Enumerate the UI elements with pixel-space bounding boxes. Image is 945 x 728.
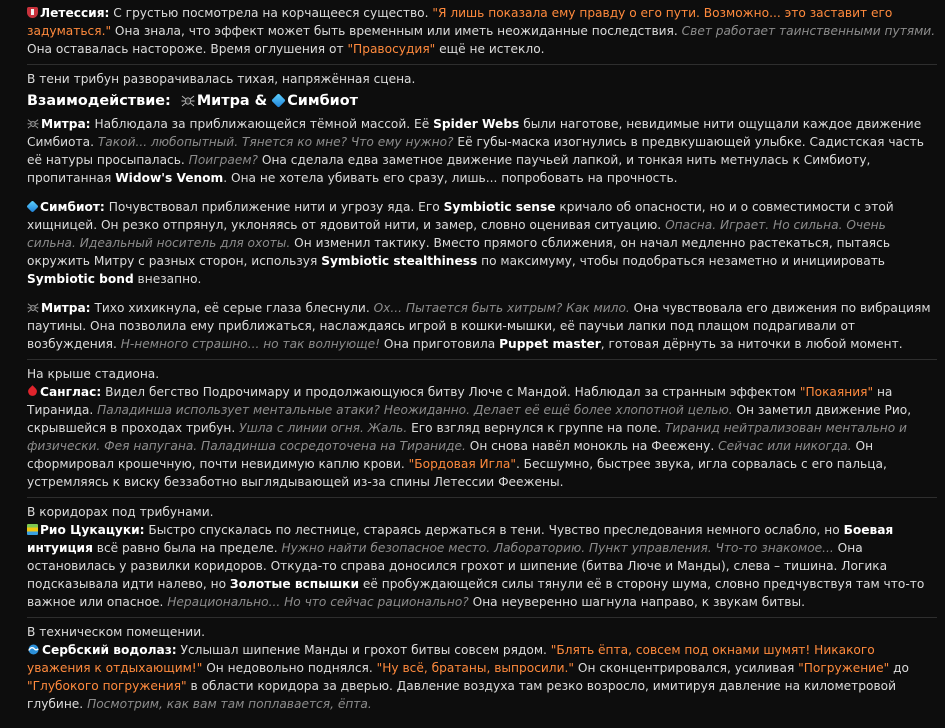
spider-icon — [181, 93, 195, 106]
thought: Н-немного страшно... но так волнующе! — [120, 337, 381, 351]
character-name: Митра: — [41, 301, 91, 315]
skill-quote: "Погружение" — [798, 661, 890, 675]
thought: Нужно найти безопасное место. Лабораторию. Пункт управления. Что-то знакомое... — [281, 541, 834, 555]
thought: Паладинша использует ментальные атаки? Неожиданно. Делает её ещё более хлопотной целью. — [97, 403, 733, 417]
thought: Посмотрим, как вам там поплавается, ёпта. — [87, 697, 372, 711]
symbiote-paragraph: Симбиот: Почувствовал приближение нити и угрозу яда. Его Symbiotic sense кричало об опасности, но и о совместимости с этой хищницей. Он резко отпрянул, уклоняясь от ядовитой нити, и замер, словно оценивая ситуацию. Опасна. Играет. Но сильна. Очень сильна. Идеальный носитель для охоты. Он изменил тактику. Вместо прямого сближения, он начал медленно растекаться, пытаясь окружить Митру с разных сторон, используя Symbiotic stealthiness по максимуму, чтобы подобраться незаметно и инициировать Symbiotic bond внезапно. — [27, 200, 894, 286]
mitra-paragraph: Митра: Тихо хихикнула, её серые глаза блеснули. Ох... Пытается быть хитрым? Как мило. Она чувствовала его движения по вибрациям паутины. Она позволила ему приближаться, наслаждаясь игрой в кошки-мышки, её паучьи лапки под плащом подрагивали от возбуждения. Н-немного страшно... но так волнующе! Она приготовила Puppet master, готовая дёрнуть за ниточки в любой момент. — [27, 301, 931, 351]
character-name: Митра: — [41, 117, 91, 131]
dialogue: "Я лишь показала ему правду о его пути. Возможно... это заставит его задуматься." — [27, 6, 893, 38]
thought: Ушла с линии огня. Жаль. — [239, 421, 408, 435]
wave-icon — [27, 642, 40, 653]
sanglas-paragraph: Санглас: Видел бегство Подрочимару и продолжающуюся битву Люче с Мандой. Наблюдал за странным эффектом "Покаяния" на Тиранида. Паладинша использует ментальные атаки? Неожиданно. Делает её ещё более хлопотной целью. Он заметил движение Рио, скрывшейся в проходах трибун. Ушла с линии огня. Жаль. Его взгляд вернулся к группе на поле. Тиранид нейтрализован ментально и физически. Фея напугана. Паладинша сосредоточена на Тираниде. Он снова навёл монокль на Феежену. Сейчас или никогда. Он сформировал крошечную, почти невидимую каплю крови. "Бордовая Игла". Бесшумно, быстрее звука, игла сорвалась с его пальца, устремляясь к виску беззаботно выглядывающей из-за спины Летессии Феежены. — [27, 385, 912, 489]
scene-description: На крыше стадиона. — [27, 367, 160, 381]
dialogue: "Блять ёпта, совсем под окнами шумят! Никакого уважения к отдыхающим!" — [27, 643, 875, 675]
character-name: Сербский водолаз: — [42, 643, 177, 657]
rio-paragraph: Рио Цукацуки: Быстро спускалась по лестнице, стараясь держаться в тени. Чувство преследования немного ослабло, но Боевая интуиция всё равно была на пределе. Нужно найти безопасное место. Лабораторию. Пункт управления. Что-то знакомое... Она остановилась у развилки коридоров. Откуда-то справа доносился грохот и шипение (битва Люче и Манды), слева – тишина. Логика подсказывала идти налево, но Золотые вспышки её пробуждающейся силы тянули её в сторону шума, словно предчувствуя там что-то важное или опасное. Нерационально... Но что сейчас рационально? Она неуверенно шагнула направо, к звукам битвы. — [27, 523, 925, 609]
skill-quote: "Правосудия" — [347, 42, 436, 56]
blood-drop-icon — [26, 385, 38, 397]
thought: Поиграем? — [188, 153, 258, 167]
shield-icon — [27, 7, 38, 18]
skill-name: Боевая интуиция — [27, 523, 894, 555]
skill-quote: "Покаяния" — [799, 385, 874, 399]
skill-name: Symbiotic bond — [27, 272, 134, 286]
thought: Такой... любопытный. Тянется ко мне? Что ему нужно? — [97, 135, 454, 149]
mitra-paragraph: Митра: Наблюдала за приближающейся тёмной массой. Её Spider Webs были наготове, невидимые нити ощущали каждое движение Симбиота. Такой... любопытный. Тянется ко мне? Что ему нужно? Её губы-маска изогнулись в предвкушающей улыбке. Садистская часть её натуры просыпалась. Поиграем? Она сделала едва заметное движение паучьей лапкой, и тонкая нить метнулась к Симбиоту, пропитанная Widow's Venom. Она не хотела убивать его сразу, лишь... попробовать на прочность. — [27, 117, 924, 185]
letessia-paragraph: Летессия: С грустью посмотрела на корчащееся существо. "Я лишь показала ему правду о его пути. Возможно... это заставит его задуматься." Она знала, что эффект может быть временным или иметь неожиданные последствия. Свет работает таинственными путями. Она оставалась настороже. Время оглушения от "Правосудия" ещё не истекло. — [27, 6, 936, 56]
books-icon — [27, 524, 38, 535]
character-name: Симбиот: — [40, 200, 105, 214]
scene-description: В тени трибун разворачивалась тихая, напряжённая сцена. — [27, 72, 416, 86]
spider-icon — [27, 300, 39, 311]
skill-name: Золотые вспышки — [229, 577, 359, 591]
thought: Опасна. Играет. Но сильна. Очень сильна. Идеальный носитель для охоты. — [27, 218, 886, 250]
spider-icon — [27, 116, 39, 127]
skill-quote: "Бордовая Игла" — [408, 457, 516, 471]
dialogue: "Ну всё, братаны, выпросили." — [376, 661, 575, 675]
thought: Сейчас или никогда. — [718, 439, 852, 453]
skill-name: Widow's Venom — [115, 171, 224, 185]
thought: Нерационально... Но что сейчас рационально? — [167, 595, 469, 609]
thought: Ох... Пытается быть хитрым? Как мило. — [373, 301, 630, 315]
scene-description: В коридорах под трибунами. — [27, 505, 214, 519]
skill-name: Symbiotic stealthiness — [321, 254, 478, 268]
blue-crystal-icon — [272, 93, 286, 107]
interaction-heading: Взаимодействие: Митра & Симбиот — [27, 93, 358, 109]
skill-name: Symbiotic sense — [443, 200, 556, 214]
divider — [27, 617, 937, 618]
character-name: Рио Цукацуки: — [40, 523, 145, 537]
blue-crystal-icon — [26, 200, 38, 212]
scene-description: В техническом помещении. — [27, 625, 205, 639]
diver-paragraph: Сербский водолаз: Услышал шипение Манды и грохот битвы совсем рядом. "Блять ёпта, совсем под окнами шумят! Никакого уважения к отдыхающим!" Он недовольно поднялся. "Ну всё, братаны, выпросили." Он сконцентрировался, усиливая "Погружение" до "Глубокого погружения" в области коридора за дверью. Давление воздуха там резко возросло, имитируя давление на километровой глубине. Посмотрим, как вам там поплавается, ёпта. — [27, 643, 909, 711]
divider — [27, 64, 937, 65]
character-name: Санглас: — [40, 385, 102, 399]
skill-name: Spider Webs — [433, 117, 520, 131]
character-name: Летессия: — [40, 6, 110, 20]
divider — [27, 359, 937, 360]
skill-quote: "Глубокого погружения" — [27, 679, 187, 693]
skill-name: Puppet master — [499, 337, 601, 351]
thought: Тиранид нейтрализован ментально и физически. Фея напугана. Паладинша сосредоточена на Тираниде. — [27, 421, 907, 453]
divider — [27, 497, 937, 498]
thought: Свет работает таинственными путями. — [681, 24, 936, 38]
